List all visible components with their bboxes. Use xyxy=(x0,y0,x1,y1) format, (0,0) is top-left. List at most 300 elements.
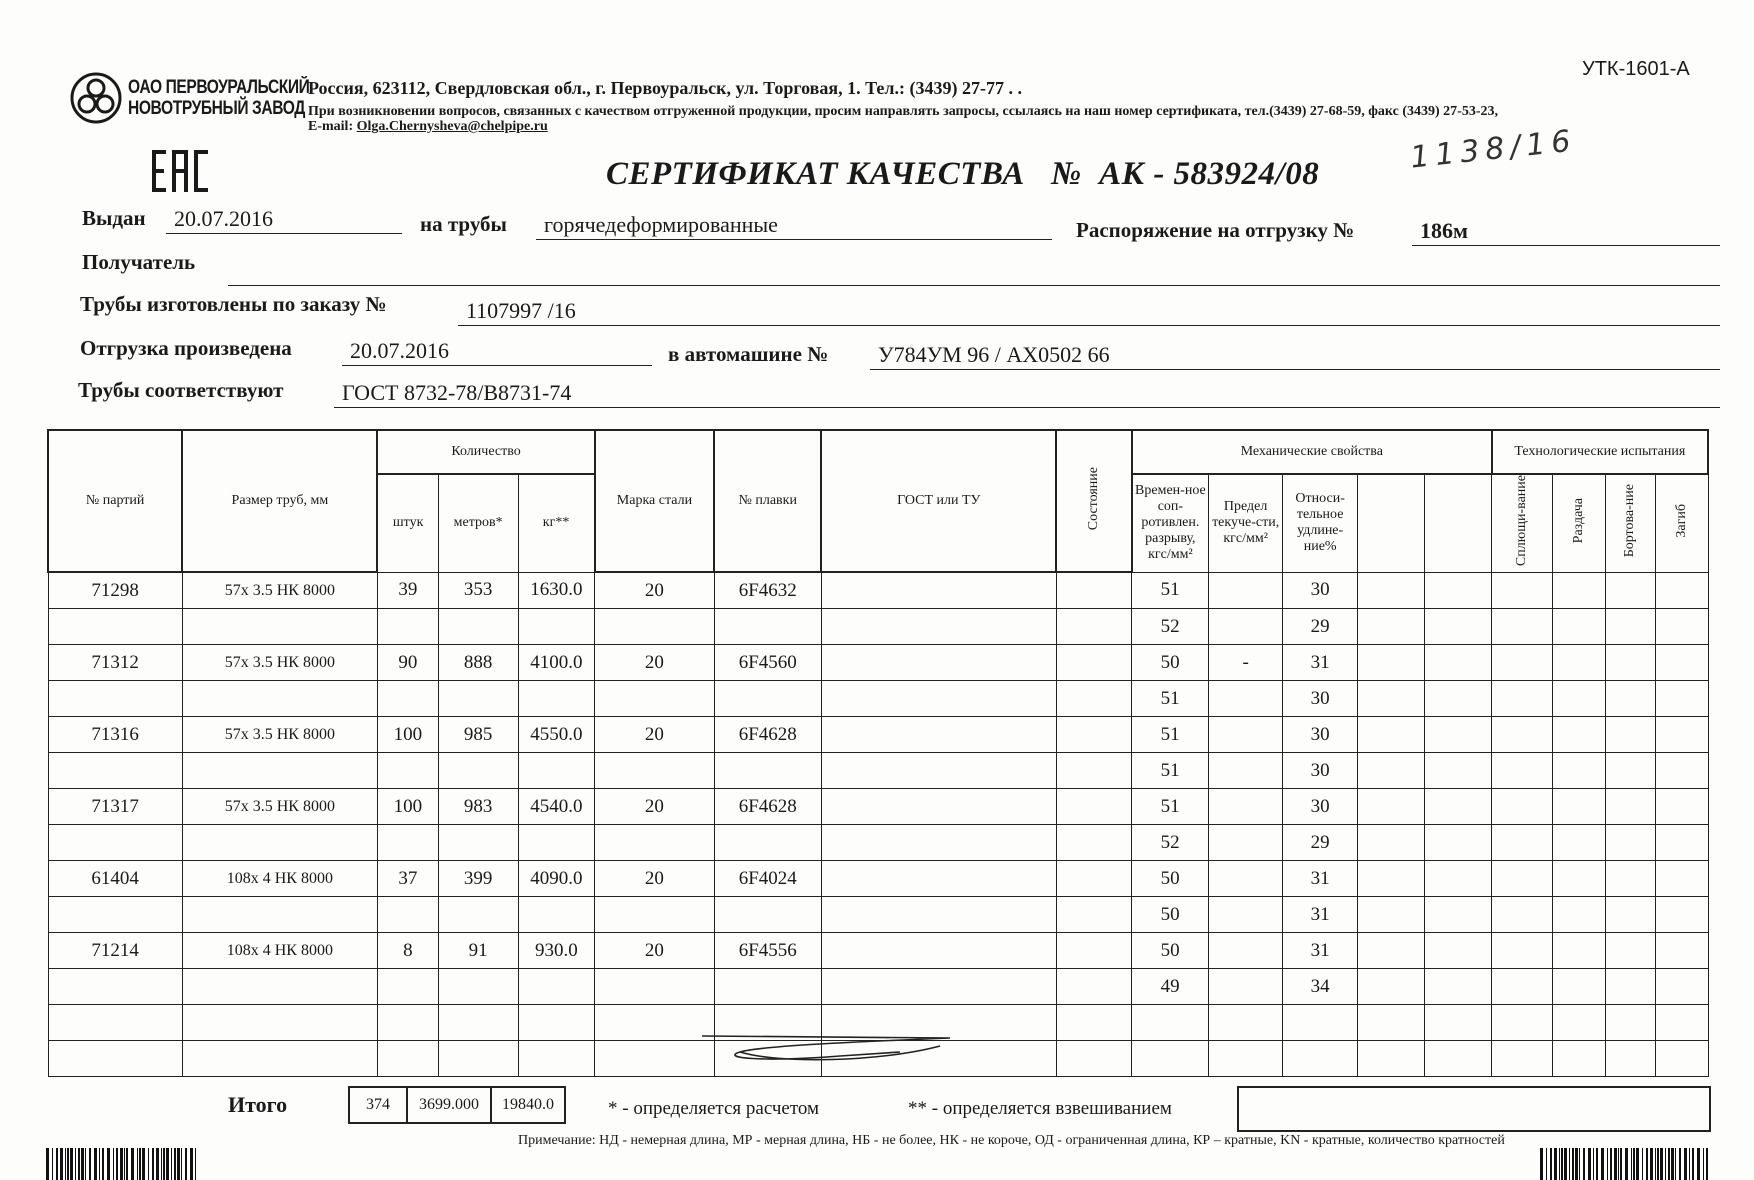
cell-party xyxy=(48,609,182,645)
cell-size xyxy=(182,825,377,861)
cell-elong xyxy=(1283,1005,1357,1041)
cell-melt: 6F4628 xyxy=(714,717,821,753)
cell-meters xyxy=(438,1041,518,1077)
order-number-field: 186м xyxy=(1412,216,1720,246)
cell-expand xyxy=(1553,1005,1605,1041)
cell-flange xyxy=(1605,1005,1655,1041)
header-flange xyxy=(1605,474,1655,572)
cell-mech-extra xyxy=(1425,861,1492,897)
conform-label: Трубы соответствуют xyxy=(78,378,284,402)
cell-gost xyxy=(821,825,1056,861)
cell-state xyxy=(1056,681,1132,717)
cell-gost xyxy=(821,681,1056,717)
cell-gost xyxy=(821,645,1056,681)
cell-flange xyxy=(1605,609,1655,645)
cell-state xyxy=(1056,933,1132,969)
cell-flatten xyxy=(1492,861,1553,897)
cell-bend xyxy=(1655,861,1708,897)
cell-party xyxy=(48,825,182,861)
header-party: № партий xyxy=(48,430,182,572)
cell-gost xyxy=(821,933,1056,969)
cell-bend xyxy=(1655,897,1708,933)
table-row xyxy=(48,897,1708,933)
cell-mech-extra xyxy=(1425,609,1492,645)
vehicle-number-field: У784УМ 96 / АХ0502 66 xyxy=(870,340,1720,370)
cell-size xyxy=(182,753,377,789)
cell-bend xyxy=(1655,789,1708,825)
table-row xyxy=(48,609,1708,645)
cell-gost xyxy=(821,897,1056,933)
cell-melt: 6F4628 xyxy=(714,789,821,825)
email-label: E-mail: xyxy=(308,119,354,134)
cell-melt xyxy=(714,825,821,861)
cell-elong: 30 xyxy=(1283,789,1357,825)
cell-pcs: 37 xyxy=(377,861,438,897)
cell-size: 57х 3.5 НК 8000 xyxy=(182,572,377,609)
header-elong: Относи-тельное удлине-ние% xyxy=(1283,474,1357,572)
quality-table xyxy=(47,429,1709,1077)
header-mech-empty-1 xyxy=(1357,474,1424,572)
email-line xyxy=(308,119,548,135)
cell-flatten xyxy=(1492,681,1553,717)
cell-mech-extra xyxy=(1357,861,1424,897)
cell-elong: 31 xyxy=(1283,933,1357,969)
cell-tensile: 51 xyxy=(1132,717,1209,753)
cell-steel xyxy=(595,825,715,861)
cell-party xyxy=(48,753,182,789)
cell-melt xyxy=(714,969,821,1005)
total-pcs: 374 xyxy=(349,1087,407,1123)
cell-flatten xyxy=(1492,645,1553,681)
header-kg: кг** xyxy=(518,474,595,572)
cell-expand xyxy=(1553,969,1605,1005)
cell-mech-extra xyxy=(1425,1005,1492,1041)
cell-elong: 29 xyxy=(1283,825,1357,861)
total-kg: 19840.0 xyxy=(491,1087,565,1123)
table-row xyxy=(48,717,1708,753)
cell-party: 71312 xyxy=(48,645,182,681)
header-yield: Предел текуче-сти, кгс/мм² xyxy=(1208,474,1282,572)
cell-pcs: 39 xyxy=(377,572,438,609)
cell-mech-extra xyxy=(1425,717,1492,753)
cell-size: 57х 3.5 НК 8000 xyxy=(182,717,377,753)
cell-expand xyxy=(1553,753,1605,789)
cell-pcs: 100 xyxy=(377,789,438,825)
cell-pcs xyxy=(377,1005,438,1041)
cell-size: 57х 3.5 НК 8000 xyxy=(182,645,377,681)
cell-bend xyxy=(1655,933,1708,969)
cell-flange xyxy=(1605,645,1655,681)
header-mech: Механические свойства xyxy=(1132,430,1492,474)
cell-tensile: 51 xyxy=(1132,572,1209,609)
total-meters: 3699.000 xyxy=(407,1087,491,1123)
cell-steel xyxy=(595,681,715,717)
form-code: УТК-1601-А xyxy=(1582,58,1690,80)
cell-steel: 20 xyxy=(595,789,715,825)
handwritten-number: 1138/16 xyxy=(1408,123,1579,176)
cell-flange xyxy=(1605,717,1655,753)
cell-state xyxy=(1056,789,1132,825)
cell-elong xyxy=(1283,1041,1357,1077)
cell-size xyxy=(182,897,377,933)
cell-elong: 30 xyxy=(1283,717,1357,753)
cell-mech-extra xyxy=(1357,645,1424,681)
cell-meters xyxy=(438,753,518,789)
cell-kg: 930.0 xyxy=(518,933,595,969)
cell-pcs: 8 xyxy=(377,933,438,969)
cell-kg xyxy=(518,753,595,789)
cell-melt: 6F4560 xyxy=(714,645,821,681)
cell-mech-extra xyxy=(1357,1041,1424,1077)
cell-mech-extra xyxy=(1357,933,1424,969)
barcode-right-icon xyxy=(1540,1148,1710,1180)
cell-mech-extra xyxy=(1425,753,1492,789)
shipment-label: Отгрузка произведена xyxy=(80,336,292,360)
header-meters: метров* xyxy=(438,474,518,572)
cell-bend xyxy=(1655,753,1708,789)
email-link[interactable]: Olga.Chernysheva@chelpipe.ru xyxy=(356,119,548,134)
header-tensile: Времен-ное соп-ротивлен. разрыву, кгс/мм² xyxy=(1132,474,1209,572)
cell-pcs: 90 xyxy=(377,645,438,681)
cell-meters xyxy=(438,897,518,933)
cell-steel xyxy=(595,1041,715,1077)
cell-bend xyxy=(1655,1005,1708,1041)
cell-size: 108х 4 НК 8000 xyxy=(182,933,377,969)
cell-party: 61404 xyxy=(48,861,182,897)
cell-flange xyxy=(1605,1041,1655,1077)
cell-tensile: 49 xyxy=(1132,969,1209,1005)
cell-mech-extra xyxy=(1357,572,1424,609)
cell-party xyxy=(48,897,182,933)
cell-bend xyxy=(1655,825,1708,861)
cell-state xyxy=(1056,753,1132,789)
cell-pcs xyxy=(377,1041,438,1077)
cell-size xyxy=(182,969,377,1005)
cell-tensile: 50 xyxy=(1132,897,1209,933)
cell-yield xyxy=(1208,572,1282,609)
barcode-left-icon xyxy=(46,1148,196,1180)
cell-state xyxy=(1056,645,1132,681)
made-by-order-field: 1107997 /16 xyxy=(458,296,1720,326)
pipes-type-field: горячедеформированные xyxy=(536,210,1052,240)
company-address: Россия, 623112, Свердловская обл., г. Первоуральск, ул. Торговая, 1. Тел.: (3439) 27-77 . . xyxy=(308,78,1022,98)
cell-meters xyxy=(438,1005,518,1041)
cell-gost xyxy=(821,572,1056,609)
cell-meters: 985 xyxy=(438,717,518,753)
cell-meters xyxy=(438,969,518,1005)
company-name-line1: ОАО ПЕРВОУРАЛЬСКИЙ xyxy=(128,77,310,98)
cell-kg xyxy=(518,609,595,645)
cell-state xyxy=(1056,572,1132,609)
cell-melt: 6F4024 xyxy=(714,861,821,897)
cell-kg xyxy=(518,1041,595,1077)
cell-flatten xyxy=(1492,1041,1553,1077)
header-quantity: Количество xyxy=(377,430,594,474)
cell-yield xyxy=(1208,861,1282,897)
cell-elong: 34 xyxy=(1283,969,1357,1005)
cell-gost xyxy=(821,753,1056,789)
cell-meters: 353 xyxy=(438,572,518,609)
cell-size: 57х 3.5 НК 8000 xyxy=(182,789,377,825)
cell-expand xyxy=(1553,789,1605,825)
cell-meters: 91 xyxy=(438,933,518,969)
certificate-title xyxy=(606,156,1319,193)
cell-flange xyxy=(1605,789,1655,825)
cell-party: 71298 xyxy=(48,572,182,609)
cell-tensile xyxy=(1132,1041,1209,1077)
cell-mech-extra xyxy=(1357,897,1424,933)
cell-mech-extra xyxy=(1425,897,1492,933)
cell-flatten xyxy=(1492,753,1553,789)
table-row xyxy=(48,861,1708,897)
cell-mech-extra xyxy=(1357,609,1424,645)
cell-mech-extra xyxy=(1425,681,1492,717)
cell-elong: 31 xyxy=(1283,861,1357,897)
cell-bend xyxy=(1655,1041,1708,1077)
cell-yield xyxy=(1208,789,1282,825)
cell-party: 71316 xyxy=(48,717,182,753)
contact-note: При возникновении вопросов, связанных с качеством отгруженной продукции, просим направлять запросы, ссылаясь на наш номер сертификата, тел.(3439) 27-68-59, факс (3439) 27-53-23, xyxy=(308,104,1498,119)
cell-flange xyxy=(1605,861,1655,897)
table-row xyxy=(48,681,1708,717)
cell-pcs xyxy=(377,681,438,717)
company-name-line2: НОВОТРУБНЫЙ ЗАВОД xyxy=(128,98,305,119)
recipient-field xyxy=(228,256,1720,286)
cell-flatten xyxy=(1492,609,1553,645)
cell-tensile xyxy=(1132,1005,1209,1041)
cell-expand xyxy=(1553,645,1605,681)
cell-mech-extra xyxy=(1425,933,1492,969)
cell-steel: 20 xyxy=(595,933,715,969)
pipes-label: на трубы xyxy=(420,212,507,236)
shipment-date-field: 20.07.2016 xyxy=(342,336,652,366)
cell-state xyxy=(1056,825,1132,861)
table-row xyxy=(48,969,1708,1005)
table-row xyxy=(48,933,1708,969)
certificate-number-label: № xyxy=(1050,156,1082,192)
cell-expand xyxy=(1553,825,1605,861)
cell-yield xyxy=(1208,1041,1282,1077)
cell-gost xyxy=(821,717,1056,753)
header-pcs: штук xyxy=(377,474,438,572)
cell-expand xyxy=(1553,717,1605,753)
certificate-title-text: СЕРТИФИКАТ КАЧЕСТВА xyxy=(606,156,1025,192)
header-mech-empty-2 xyxy=(1425,474,1492,572)
cell-flange xyxy=(1605,897,1655,933)
cell-elong: 29 xyxy=(1283,609,1357,645)
header-expand xyxy=(1553,474,1605,572)
company-name xyxy=(128,77,309,119)
order-label: Распоряжение на отгрузку № xyxy=(1076,218,1355,242)
totals-label: Итого xyxy=(228,1092,288,1117)
table-row xyxy=(48,825,1708,861)
cell-pcs: 100 xyxy=(377,717,438,753)
cell-yield xyxy=(1208,1005,1282,1041)
cell-bend xyxy=(1655,717,1708,753)
cell-gost xyxy=(821,969,1056,1005)
cell-party: 71317 xyxy=(48,789,182,825)
cell-melt xyxy=(714,897,821,933)
cell-state xyxy=(1056,897,1132,933)
cell-kg: 4540.0 xyxy=(518,789,595,825)
cell-flange xyxy=(1605,753,1655,789)
table-row xyxy=(48,645,1708,681)
cell-melt xyxy=(714,753,821,789)
cell-tensile: 52 xyxy=(1132,825,1209,861)
cell-mech-extra xyxy=(1425,645,1492,681)
cell-yield xyxy=(1208,897,1282,933)
cell-party xyxy=(48,969,182,1005)
cell-steel xyxy=(595,1005,715,1041)
table-row xyxy=(48,572,1708,609)
table-row xyxy=(48,789,1708,825)
cell-mech-extra xyxy=(1425,1041,1492,1077)
cell-flange xyxy=(1605,681,1655,717)
cell-kg xyxy=(518,969,595,1005)
cell-state xyxy=(1056,609,1132,645)
cell-mech-extra xyxy=(1425,969,1492,1005)
cell-bend xyxy=(1655,572,1708,609)
signature xyxy=(700,1032,960,1068)
conform-standard-field: ГОСТ 8732-78/В8731-74 xyxy=(334,378,1720,408)
cell-flange xyxy=(1605,825,1655,861)
cell-kg: 4090.0 xyxy=(518,861,595,897)
cell-gost xyxy=(821,609,1056,645)
cell-flatten xyxy=(1492,897,1553,933)
cell-pcs xyxy=(377,753,438,789)
eac-mark-icon xyxy=(150,148,210,194)
cell-gost xyxy=(821,789,1056,825)
cell-melt xyxy=(714,609,821,645)
header-flatten-text: Сплющи-вание xyxy=(1514,475,1530,567)
cell-flange xyxy=(1605,572,1655,609)
cell-yield xyxy=(1208,753,1282,789)
cell-mech-extra xyxy=(1357,969,1424,1005)
cell-expand xyxy=(1553,861,1605,897)
cell-kg: 4100.0 xyxy=(518,645,595,681)
issued-date-field: 20.07.2016 xyxy=(166,204,402,234)
header-bend xyxy=(1655,474,1708,572)
cell-party xyxy=(48,681,182,717)
cell-elong: 30 xyxy=(1283,753,1357,789)
cell-flatten xyxy=(1492,933,1553,969)
recipient-label: Получатель xyxy=(82,250,196,274)
cell-flange xyxy=(1605,933,1655,969)
cell-mech-extra xyxy=(1357,825,1424,861)
cell-steel: 20 xyxy=(595,861,715,897)
cell-pcs xyxy=(377,825,438,861)
header-tech: Технологические испытания xyxy=(1492,430,1708,474)
cell-kg xyxy=(518,897,595,933)
cell-expand xyxy=(1553,897,1605,933)
cell-steel: 20 xyxy=(595,717,715,753)
cell-flatten xyxy=(1492,789,1553,825)
cell-bend xyxy=(1655,681,1708,717)
cell-flatten xyxy=(1492,717,1553,753)
cell-yield xyxy=(1208,609,1282,645)
cell-tensile: 50 xyxy=(1132,645,1209,681)
cell-mech-extra xyxy=(1357,789,1424,825)
cell-kg xyxy=(518,825,595,861)
cell-flatten xyxy=(1492,1005,1553,1041)
cell-steel xyxy=(595,897,715,933)
header-flange-text: Бортова-ние xyxy=(1622,484,1638,558)
cell-state xyxy=(1056,969,1132,1005)
stamp-box xyxy=(1237,1086,1711,1132)
note-weigh: ** - определяется взвешиванием xyxy=(908,1098,1172,1119)
cell-mech-extra xyxy=(1425,789,1492,825)
cell-kg: 1630.0 xyxy=(518,572,595,609)
cell-flange xyxy=(1605,969,1655,1005)
cell-tensile: 51 xyxy=(1132,789,1209,825)
cell-steel: 20 xyxy=(595,572,715,609)
cell-kg xyxy=(518,681,595,717)
cell-expand xyxy=(1553,933,1605,969)
cell-steel xyxy=(595,753,715,789)
cell-steel: 20 xyxy=(595,645,715,681)
cell-expand xyxy=(1553,681,1605,717)
cell-bend xyxy=(1655,609,1708,645)
cell-size xyxy=(182,1005,377,1041)
cell-size: 108х 4 НК 8000 xyxy=(182,861,377,897)
cell-mech-extra xyxy=(1357,681,1424,717)
vehicle-label: в автомашине № xyxy=(668,342,829,366)
cell-melt: 6F4632 xyxy=(714,572,821,609)
header-gost: ГОСТ или ТУ xyxy=(821,430,1056,572)
header-size: Размер труб, мм xyxy=(182,430,377,572)
cell-yield xyxy=(1208,933,1282,969)
cell-gost xyxy=(821,861,1056,897)
cell-melt: 6F4556 xyxy=(714,933,821,969)
cell-size xyxy=(182,609,377,645)
cell-yield xyxy=(1208,681,1282,717)
cell-melt xyxy=(714,681,821,717)
cell-flatten xyxy=(1492,572,1553,609)
cell-party xyxy=(48,1041,182,1077)
cell-elong: 31 xyxy=(1283,897,1357,933)
cell-elong: 30 xyxy=(1283,572,1357,609)
cell-elong: 31 xyxy=(1283,645,1357,681)
cell-flatten xyxy=(1492,825,1553,861)
cell-mech-extra xyxy=(1425,572,1492,609)
cell-meters: 983 xyxy=(438,789,518,825)
header-melt: № плавки xyxy=(714,430,821,572)
cell-steel xyxy=(595,969,715,1005)
cell-kg xyxy=(518,1005,595,1041)
cell-meters: 888 xyxy=(438,645,518,681)
table-row xyxy=(48,753,1708,789)
cell-tensile: 51 xyxy=(1132,681,1209,717)
footer-note: Примечание: НД - немерная длина, МР - мерная длина, НБ - не более, НК - не короче, ОД - ограниченная длина, КР – кратные, KN - кратные, количество кратностей xyxy=(518,1133,1505,1148)
header-bend-text: Загиб xyxy=(1673,503,1689,538)
header-flatten xyxy=(1492,474,1553,572)
cell-state xyxy=(1056,861,1132,897)
header-expand-text: Раздача xyxy=(1570,498,1586,544)
cell-party xyxy=(48,1005,182,1041)
issued-label: Выдан xyxy=(82,206,146,230)
header-state xyxy=(1056,430,1132,572)
company-emblem-icon xyxy=(70,72,122,124)
note-calc: * - определяется расчетом xyxy=(608,1098,820,1119)
cell-pcs xyxy=(377,609,438,645)
header-steel: Марка стали xyxy=(595,430,715,572)
cell-mech-extra xyxy=(1357,1005,1424,1041)
cell-tensile: 50 xyxy=(1132,861,1209,897)
cell-mech-extra xyxy=(1357,717,1424,753)
cell-expand xyxy=(1553,609,1605,645)
cell-mech-extra xyxy=(1425,825,1492,861)
header-state-text: Состояние xyxy=(1086,466,1102,531)
